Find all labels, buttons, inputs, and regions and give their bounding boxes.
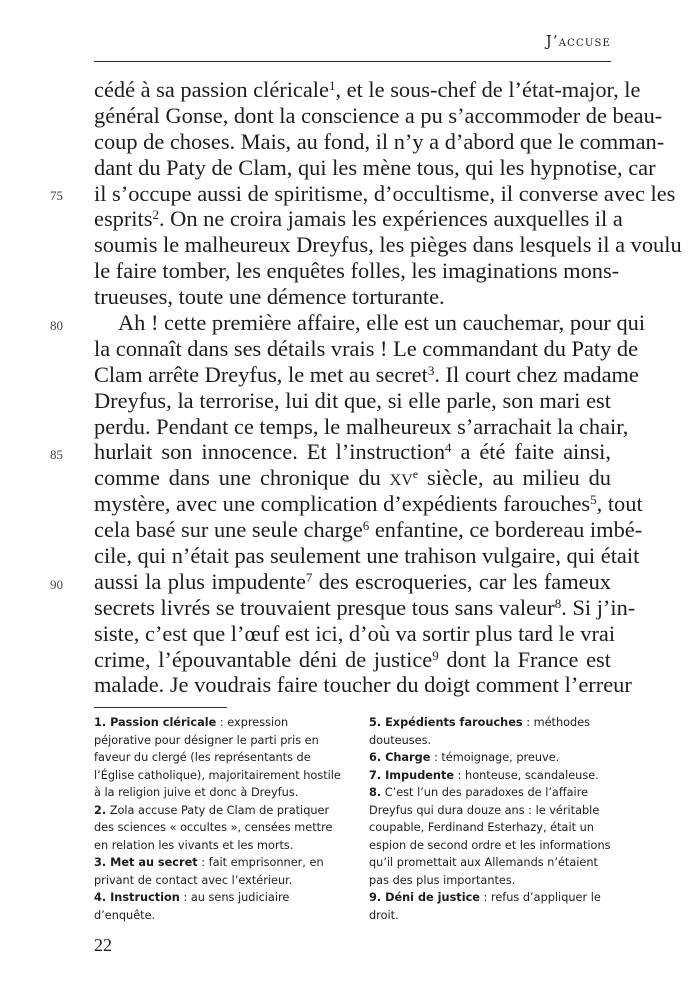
footnote-item [369, 889, 619, 924]
text-line [94, 102, 663, 129]
text-line [94, 335, 639, 362]
text-line [94, 258, 620, 284]
header-rule [94, 61, 611, 62]
text-run: des escroqueries, car les fameux [312, 568, 611, 594]
running-head-title: J’accuse [545, 34, 611, 50]
footnote-item [94, 854, 344, 889]
text-run: crime, l’épouvantable déni de justice [94, 646, 433, 672]
footnote-text: C’est l’un des paradoxes de l’affaire Dreyfus qui dura douze ans : le véritable coupable, Ferdinand Esterhazy, était un espion de second ordre et les informations qu’il promettait aux Allemands n’étaient pas des plus importantes. [369, 786, 611, 887]
text-run: cile, qui n’était pas seulement une trahison vulgaire, qui était [94, 543, 640, 569]
text-run: . On ne croira jamais les expériences auxquelles il a [158, 206, 623, 232]
footnote-ref: 3 [427, 362, 435, 378]
page-number: 22 [94, 935, 112, 955]
text-run: esprits [94, 206, 153, 232]
text-run: la connaît dans ses détails vrais ! Le commandant du Paty de [94, 335, 639, 361]
footnote-term: 7. Impudente [369, 768, 455, 782]
text-run: trueuses, toute une démence torturante. [94, 284, 445, 310]
footnote-text: : fait emprisonner, en privant de contact avec l’extérieur. [94, 856, 324, 887]
text-run: dont la France est [438, 646, 611, 672]
text-run: , et le sous-chef de l’état-major, le [335, 77, 641, 102]
text-run: secrets livrés se trouvaient presque tous sans valeur [94, 594, 555, 620]
text-line [94, 361, 639, 388]
text-run: . Il court chez madame [434, 361, 639, 387]
text-line [94, 284, 611, 310]
footnote-term: 4. Instruction [94, 891, 180, 904]
footnote-ref: 9 [432, 647, 439, 663]
footnotes-right [369, 714, 619, 924]
text-run: mystère, avec une complication d’expédients farouches [94, 491, 591, 517]
main-text [94, 77, 682, 698]
text-run: cela basé sur une seule charge [94, 517, 363, 543]
text-line [94, 491, 643, 517]
text-run: le faire tomber, les enquêtes folles, les imaginations mons- [94, 258, 620, 284]
footnote-text: Zola accuse Paty de Clam de pratiquer des sciences « occultes », censées mettre en relation les vivants et les morts. [94, 803, 333, 852]
text-run: général Gonse, dont la conscience a pu s’accommoder de beau- [94, 102, 663, 128]
text-run: . Si j’in- [561, 594, 636, 620]
line-number: 90 [50, 577, 63, 592]
footnote-item [94, 714, 344, 802]
text-run: , tout [596, 491, 643, 517]
footnote-text: : méthodes douteuses. [369, 716, 591, 747]
footnote-term: 9. Déni de justice [369, 891, 480, 904]
text-run: Dreyfus, la terrorise, lui dit que, si elle parle, son mari est [94, 387, 611, 413]
text-line [94, 180, 676, 207]
text-run: soumis le malheureux Dreyfus, les pièges dans lesquels il a voulu [94, 232, 682, 258]
text-line [94, 465, 611, 491]
text-line [94, 154, 656, 181]
text-line [94, 310, 646, 336]
footnote-text: : témoignage, preuve. [430, 751, 560, 764]
footnote-term: 3. Met au secret [94, 856, 198, 869]
text-run: Clam arrête Dreyfus, le met au secret [94, 361, 428, 387]
text-line [94, 672, 632, 698]
text-line [94, 517, 643, 543]
text-line [94, 569, 611, 595]
footnote-term: 1. Passion cléricale [94, 716, 217, 729]
text-run: perdu. Pendant ce temps, le malheureux s’arrachait la chair, [94, 413, 629, 439]
text-run: siste, c’est que l’œuf est ici, d’où va sortir plus tard le vrai [94, 620, 616, 646]
footnote-item [369, 714, 619, 749]
text-line [94, 232, 682, 258]
footnote-ref: 1 [328, 77, 336, 93]
footnote-ref: 7 [305, 569, 313, 585]
text-line [94, 620, 616, 647]
footnote-item [94, 889, 344, 924]
footnote-term: 2. [94, 803, 107, 817]
text-line [94, 77, 641, 103]
footnote-term: 6. Charge [369, 751, 431, 764]
text-line [94, 413, 629, 440]
text-line [94, 439, 611, 465]
text-line [94, 647, 611, 673]
line-number: 80 [50, 318, 63, 333]
text-line [94, 206, 623, 232]
text-run: siècle, au milieu du [418, 465, 611, 491]
line-number: 85 [50, 447, 63, 462]
footnote-ref: 5 [590, 492, 597, 508]
footnote-term: 5. Expédients farouches [369, 716, 523, 729]
text-run: a été faite ainsi, [451, 439, 611, 465]
footnote-item [369, 784, 619, 889]
century-numeral: xv [389, 465, 413, 491]
footnote-text: : honteuse, scandaleuse. [454, 768, 599, 782]
footnote-text: : au sens judiciaire d’enquête. [94, 891, 290, 922]
footnote-item [94, 802, 344, 855]
footnote-ref: 6 [362, 518, 370, 533]
text-line [94, 388, 611, 414]
text-run: enfantine, ce bordereau imbé- [369, 517, 643, 543]
text-run: comme dans une chronique du [94, 465, 390, 491]
footnote-item [369, 767, 619, 785]
text-run: dant du Paty de Clam, qui les mène tous, qui les hypnotise, car [94, 154, 656, 180]
text-line [94, 543, 640, 569]
footnote-ref: 4 [445, 440, 452, 456]
footnote-term: 8. [369, 786, 382, 799]
text-run: il s’occupe aussi de spiritisme, d’occultisme, il converse avec les [94, 180, 676, 206]
ordinal-superscript: e [412, 467, 419, 482]
footnote-ref: 8 [554, 595, 562, 611]
line-number: 75 [50, 188, 63, 203]
text-run: coup de choses. Mais, au fond, il n’y a d’abord que le comman- [94, 128, 665, 154]
footnote-text: : refus d’appliquer le droit. [369, 891, 601, 922]
footnote-ref: 2 [152, 207, 159, 223]
text-run: cédé à sa passion cléricale [94, 77, 329, 102]
text-line [94, 594, 636, 621]
footnote-item [369, 749, 619, 767]
text-line [94, 128, 665, 155]
text-run: Ah ! cette première affaire, elle est un cauchemar, pour qui [118, 310, 646, 336]
footnote-separator [94, 707, 227, 708]
text-run: aussi la plus impudente [94, 568, 306, 594]
footnotes-left [94, 714, 344, 924]
footnote-text: : expression péjorative pour désigner le parti pris en faveur du clergé (les représentants de l’Église catholique), majoritairement hostile à la religion juive et donc à Dreyfus. [94, 716, 341, 799]
text-run: malade. Je voudrais faire toucher du doigt comment l’erreur [94, 672, 632, 698]
text-run: hurlait son innocence. Et l’instruction [94, 439, 446, 465]
